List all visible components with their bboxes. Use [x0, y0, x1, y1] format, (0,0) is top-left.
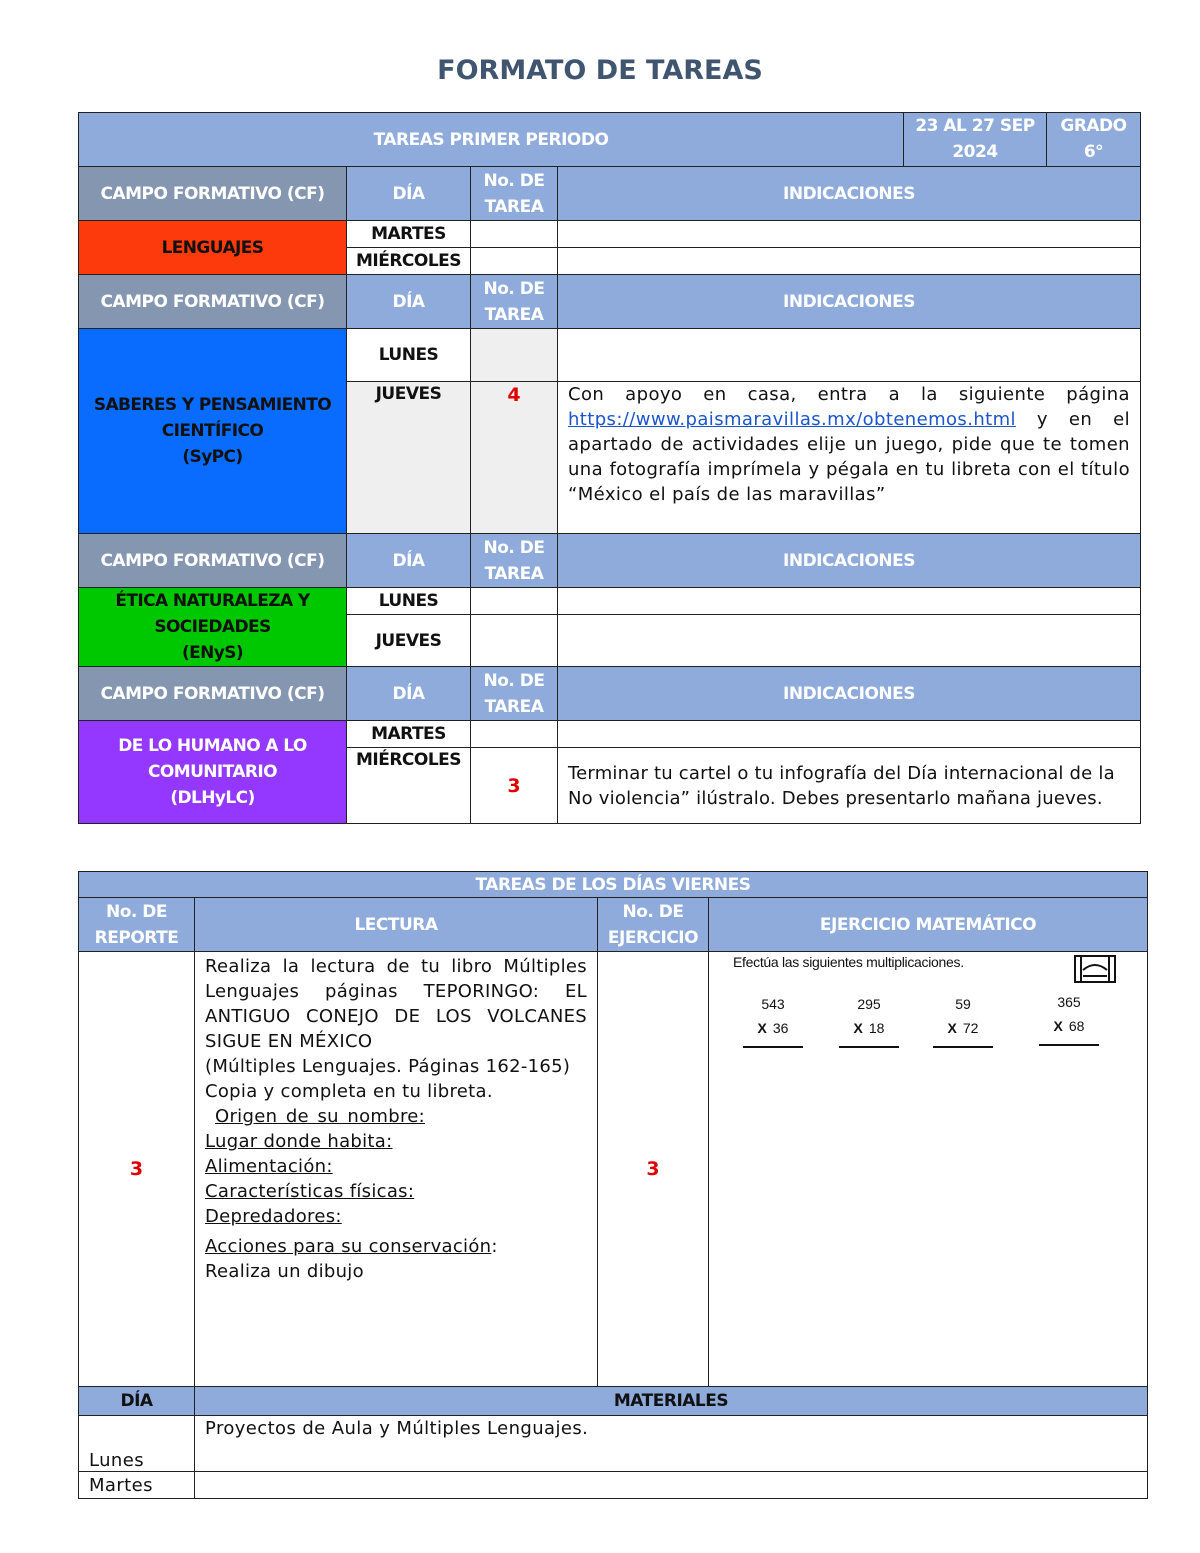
- reading-cell: Realiza la lectura de tu libro Múltiples Lenguajes páginas TEPORINGO: EL ANTIGUO CONEJO DE LOS VOLCANES SIGUE EN MÉXICO (Múltiples Lenguajes. Páginas 162-165) Copia y completa en tu libreta. Origen de su nombre: Lugar donde habita: Alimentación: Características físicas: Depredadores: Acciones para su conservación: Realiza un dibujo: [195, 952, 598, 1387]
- friday-title: TAREAS DE LOS DÍAS VIERNES: [79, 872, 1148, 898]
- math-instruction: Efectúa las siguientes multiplicaciones.: [733, 954, 964, 970]
- field-lenguajes: LENGUAJES: [79, 221, 347, 275]
- task-number-cell: 4: [471, 382, 558, 534]
- day-header: DÍA: [347, 534, 471, 588]
- day-header: DÍA: [347, 275, 471, 329]
- indication-cell: [558, 588, 1141, 615]
- indications-header: INDICACIONES: [558, 167, 1141, 221]
- field-dlhylc: DE LO HUMANO A LO COMUNITARIO (DLHyLC): [79, 721, 347, 824]
- report-number: 3: [79, 952, 195, 1387]
- math-exercise-cell: [709, 952, 1148, 1387]
- materials-day: Martes: [79, 1472, 195, 1499]
- reading-header: LECTURA: [195, 898, 598, 952]
- day-cell: LUNES: [347, 588, 471, 615]
- task-number-cell: [471, 329, 558, 382]
- materials-cell: Proyectos de Aula y Múltiples Lenguajes.: [195, 1416, 1148, 1472]
- indication-cell: Con apoyo en casa, entra a la siguiente página https://www.paismaravillas.mx/obtenemos.html y en el apartado de actividades elije un juego, pide que te tomen una fotografía imprímela y pégala en tu libreta con el título “México el país de las maravillas”: [558, 382, 1141, 534]
- day-cell: MARTES: [347, 221, 471, 248]
- indication-cell: [558, 248, 1141, 275]
- materials-cell: [195, 1472, 1148, 1499]
- day-cell: JUEVES: [347, 382, 471, 534]
- day-header: DÍA: [79, 1387, 195, 1416]
- field-header: CAMPO FORMATIVO (CF): [79, 534, 347, 588]
- indications-header: INDICACIONES: [558, 667, 1141, 721]
- period-header: TAREAS PRIMER PERIODO: [79, 113, 904, 167]
- math-header: EJERCICIO MATEMÁTICO: [709, 898, 1148, 952]
- exercise-number: 3: [598, 952, 709, 1387]
- task-number-header: No. DE TAREA: [471, 275, 558, 329]
- day-cell: LUNES: [347, 329, 471, 382]
- day-cell: MIÉRCOLES: [347, 248, 471, 275]
- task-number-header: No. DE TAREA: [471, 534, 558, 588]
- field-sypc: SABERES Y PENSAMIENTO CIENTÍFICO (SyPC): [79, 329, 347, 534]
- day-cell: MIÉRCOLES: [347, 748, 471, 824]
- multiplication-problem: 59 X 72: [933, 992, 993, 1048]
- indications-header: INDICACIONES: [558, 275, 1141, 329]
- friday-tasks-table: [78, 871, 1148, 1499]
- task-number-cell: [471, 248, 558, 275]
- indications-header: INDICACIONES: [558, 534, 1141, 588]
- multiplication-problem: 365 X 68: [1039, 990, 1099, 1046]
- task-number-cell: [471, 615, 558, 667]
- grade: GRADO 6°: [1047, 113, 1141, 167]
- day-header: DÍA: [347, 667, 471, 721]
- task-number-cell: [471, 588, 558, 615]
- tasks-table: [78, 112, 1141, 824]
- day-header: DÍA: [347, 167, 471, 221]
- day-cell: JUEVES: [347, 615, 471, 667]
- date-range: 23 AL 27 SEP 2024: [904, 113, 1047, 167]
- day-cell: MARTES: [347, 721, 471, 748]
- report-number-header: No. DE REPORTE: [79, 898, 195, 952]
- field-header: CAMPO FORMATIVO (CF): [79, 667, 347, 721]
- exercise-number-header: No. DE EJERCICIO: [598, 898, 709, 952]
- indication-cell: [558, 221, 1141, 248]
- indication-cell: [558, 615, 1141, 667]
- task-number-cell: 3: [471, 748, 558, 824]
- field-header: CAMPO FORMATIVO (CF): [79, 167, 347, 221]
- task-number-cell: [471, 721, 558, 748]
- task-number-cell: [471, 221, 558, 248]
- field-enys: ÉTICA NATURALEZA Y SOCIEDADES (ENyS): [79, 588, 347, 667]
- indication-cell: [558, 721, 1141, 748]
- page-title: FORMATO DE TAREAS: [437, 55, 763, 86]
- materials-day: Lunes: [79, 1416, 195, 1472]
- activity-link[interactable]: https://www.paismaravillas.mx/obtenemos.html: [568, 409, 1016, 430]
- task-number-header: No. DE TAREA: [471, 667, 558, 721]
- field-header: CAMPO FORMATIVO (CF): [79, 275, 347, 329]
- multiplication-problem: 295 X 18: [839, 992, 899, 1048]
- indication-cell: [558, 329, 1141, 382]
- materials-header: MATERIALES: [195, 1387, 1148, 1416]
- multiplication-problem: 543 X 36: [743, 992, 803, 1048]
- indication-cell: Terminar tu cartel o tu infografía del Día internacional de la No violencia” ilústralo. Debes presentarlo mañana jueves.: [558, 748, 1141, 824]
- chair-icon: [1071, 954, 1119, 986]
- task-number-header: No. DE TAREA: [471, 167, 558, 221]
